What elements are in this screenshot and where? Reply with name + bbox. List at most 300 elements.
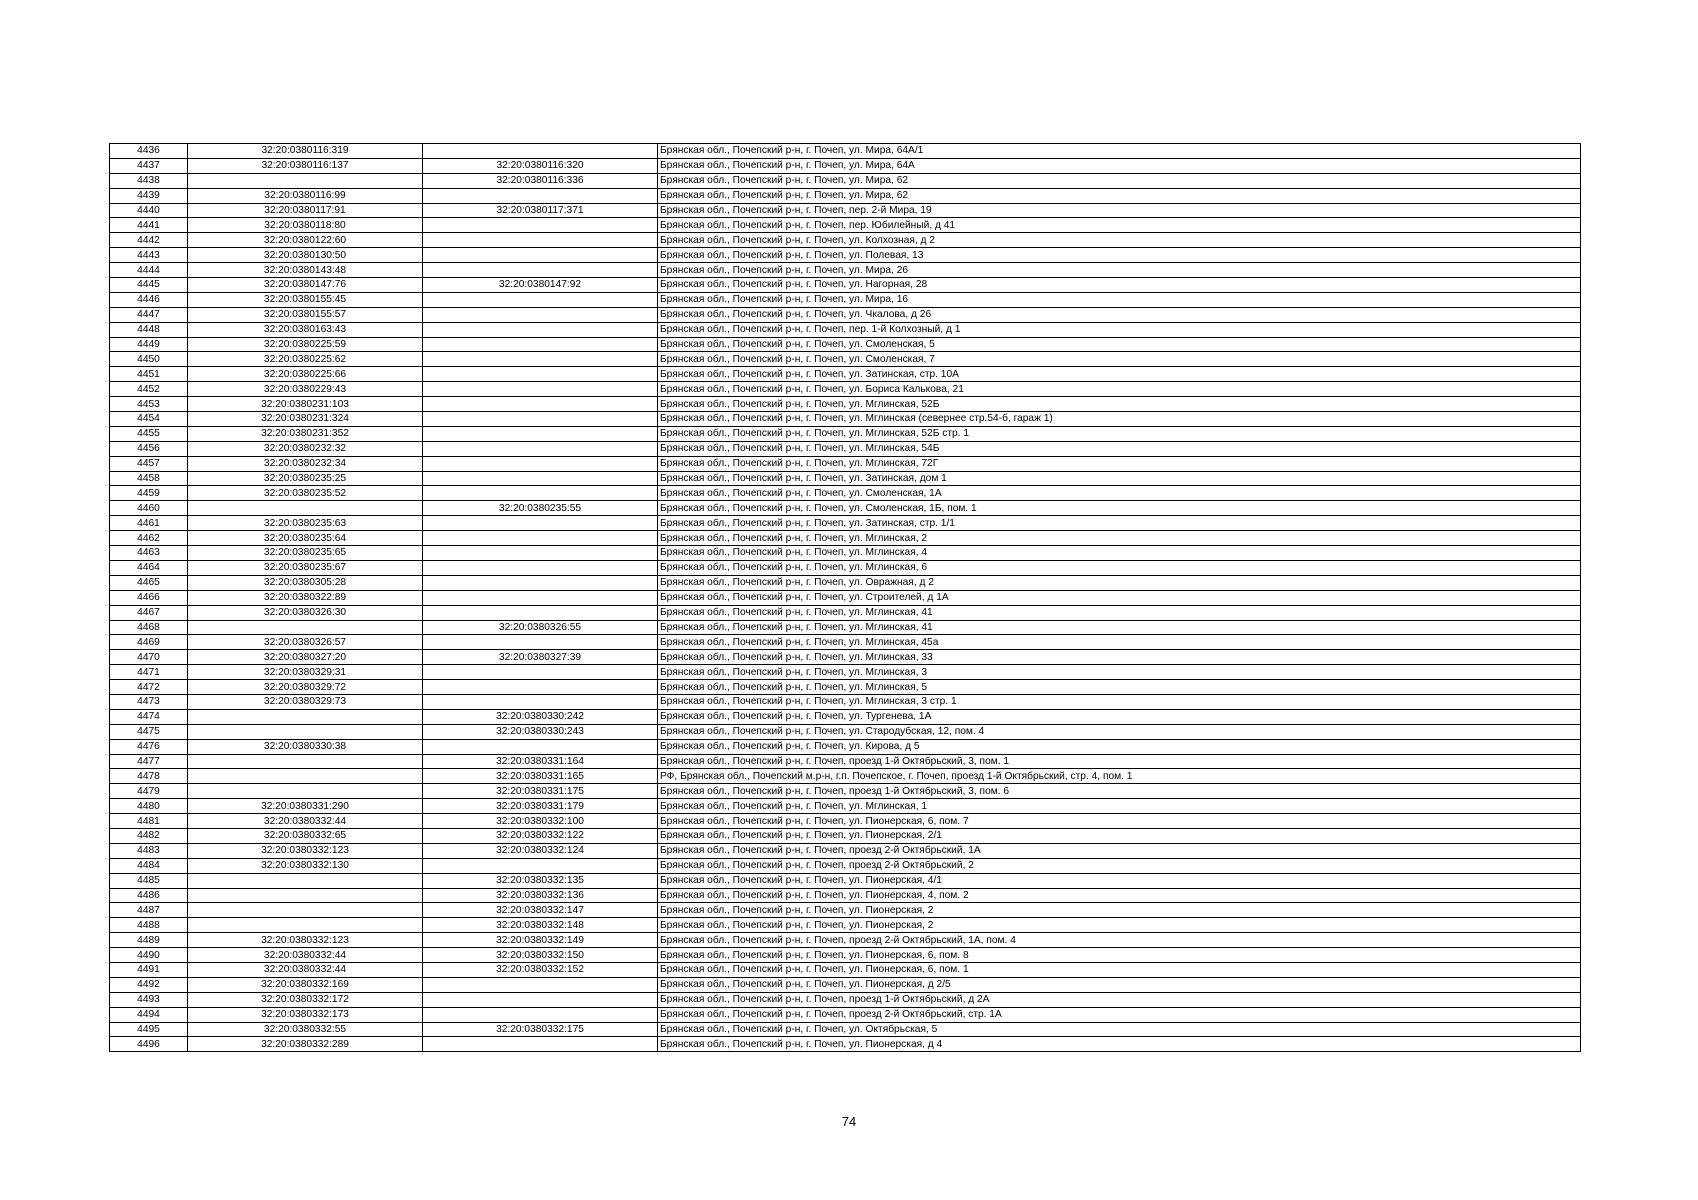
table-row [110,203,1581,218]
table-row [110,292,1581,307]
address-cell: Брянская обл., Почепский р-н, г. Почеп, пер. 1-й Колхозный, д 1 [658,322,1581,337]
page-number: 74 [841,1114,857,1129]
table-row [110,948,1581,963]
row-number-cell: 4472 [110,680,188,695]
address-cell: Брянская обл., Почепский р-н, г. Почеп, проезд 2-й Октябрьский, 2 [658,858,1581,873]
related-cadastral-number-cell [423,248,658,263]
cadastral-number-cell: 32:20:0380225:59 [188,337,423,352]
address-cell: Брянская обл., Почепский р-н, г. Почеп, ул. Пионерская, 4/1 [658,873,1581,888]
row-number-cell: 4469 [110,635,188,650]
address-cell: Брянская обл., Почепский р-н, г. Почеп, ул. Мглинская, 5 [658,680,1581,695]
address-cell: Брянская обл., Почепский р-н, г. Почеп, ул. Смоленская, 1Б, пом. 1 [658,501,1581,516]
related-cadastral-number-cell: 32:20:0380332:150 [423,948,658,963]
table-row [110,918,1581,933]
table-row [110,546,1581,561]
address-cell: Брянская обл., Почепский р-н, г. Почеп, ул. Полевая, 13 [658,248,1581,263]
address-cell: Брянская обл., Почепский р-н, г. Почеп, ул. Мглинская, 3 стр. 1 [658,694,1581,709]
related-cadastral-number-cell [423,1007,658,1022]
address-cell: Брянская обл., Почепский р-н, г. Почеп, ул. Мглинская, 54Б [658,441,1581,456]
table-row [110,977,1581,992]
related-cadastral-number-cell [423,441,658,456]
related-cadastral-number-cell [423,412,658,427]
address-cell: Брянская обл., Почепский р-н, г. Почеп, ул. Мира, 26 [658,263,1581,278]
cadastral-number-cell: 32:20:0380332:44 [188,948,423,963]
address-cell: Брянская обл., Почепский р-н, г. Почеп, ул. Кирова, д 5 [658,739,1581,754]
cadastral-number-cell: 32:20:0380225:66 [188,367,423,382]
table-row [110,516,1581,531]
row-number-cell: 4459 [110,486,188,501]
cadastral-number-cell: 32:20:0380322:89 [188,590,423,605]
table-row [110,784,1581,799]
related-cadastral-number-cell: 32:20:0380332:135 [423,873,658,888]
table-row [110,992,1581,1007]
address-cell: РФ, Брянская обл., Почепский м.р-н, г.п. Почепское, г. Почеп, проезд 1-й Октябрьский, стр. 4, пом. 1 [658,769,1581,784]
row-number-cell: 4464 [110,560,188,575]
cadastral-number-cell: 32:20:0380331:290 [188,799,423,814]
address-cell: Брянская обл., Почепский р-н, г. Почеп, ул. Пионерская, 6, пом. 1 [658,962,1581,977]
cadastral-number-cell [188,620,423,635]
row-number-cell: 4453 [110,397,188,412]
table-row [110,814,1581,829]
cadastral-number-cell: 32:20:0380231:103 [188,397,423,412]
address-cell: Брянская обл., Почепский р-н, г. Почеп, пер. 2-й Мира, 19 [658,203,1581,218]
related-cadastral-number-cell: 32:20:0380330:242 [423,709,658,724]
row-number-cell: 4494 [110,1007,188,1022]
related-cadastral-number-cell [423,426,658,441]
row-number-cell: 4483 [110,843,188,858]
address-cell: Брянская обл., Почепский р-н, г. Почеп, проезд 1-й Октябрьский, д 2А [658,992,1581,1007]
address-cell: Брянская обл., Почепский р-н, г. Почеп, ул. Пионерская, д 4 [658,1037,1581,1052]
row-number-cell: 4462 [110,531,188,546]
cadastral-number-cell [188,769,423,784]
related-cadastral-number-cell [423,590,658,605]
table-row [110,233,1581,248]
address-cell: Брянская обл., Почепский р-н, г. Почеп, ул. Пионерская, 2 [658,903,1581,918]
related-cadastral-number-cell [423,516,658,531]
address-cell: Брянская обл., Почепский р-н, г. Почеп, ул. Мглинская, 2 [658,531,1581,546]
table-row [110,426,1581,441]
cadastral-number-cell: 32:20:0380231:324 [188,412,423,427]
row-number-cell: 4461 [110,516,188,531]
cadastral-number-cell: 32:20:0380329:73 [188,694,423,709]
row-number-cell: 4454 [110,412,188,427]
table-row [110,263,1581,278]
table-row [110,739,1581,754]
related-cadastral-number-cell [423,382,658,397]
table-row [110,248,1581,263]
row-number-cell: 4465 [110,575,188,590]
related-cadastral-number-cell: 32:20:0380332:148 [423,918,658,933]
table-row [110,709,1581,724]
cadastral-number-cell: 32:20:0380235:67 [188,560,423,575]
row-number-cell: 4466 [110,590,188,605]
address-cell: Брянская обл., Почепский р-н, г. Почеп, ул. Тургенева, 1А [658,709,1581,724]
row-number-cell: 4490 [110,948,188,963]
registry-table [109,143,1581,1052]
cadastral-number-cell: 32:20:0380235:52 [188,486,423,501]
related-cadastral-number-cell: 32:20:0380117:371 [423,203,658,218]
row-number-cell: 4447 [110,307,188,322]
table-row [110,769,1581,784]
cadastral-number-cell: 32:20:0380326:57 [188,635,423,650]
table-row [110,605,1581,620]
row-number-cell: 4475 [110,724,188,739]
row-number-cell: 4436 [110,144,188,159]
cadastral-number-cell: 32:20:0380155:45 [188,292,423,307]
cadastral-number-cell: 32:20:0380332:44 [188,962,423,977]
table-row [110,531,1581,546]
related-cadastral-number-cell [423,218,658,233]
address-cell: Брянская обл., Почепский р-н, г. Почеп, ул. Колхозная, д 2 [658,233,1581,248]
related-cadastral-number-cell: 32:20:0380330:243 [423,724,658,739]
registry-table-body [110,144,1581,1052]
cadastral-number-cell [188,903,423,918]
row-number-cell: 4450 [110,352,188,367]
table-row [110,858,1581,873]
table-row [110,575,1581,590]
address-cell: Брянская обл., Почепский р-н, г. Почеп, ул. Пионерская, 2/1 [658,828,1581,843]
address-cell: Брянская обл., Почепский р-н, г. Почеп, ул. Смоленская, 7 [658,352,1581,367]
address-cell: Брянская обл., Почепский р-н, г. Почеп, ул. Пионерская, 6, пом. 8 [658,948,1581,963]
table-row [110,173,1581,188]
row-number-cell: 4477 [110,754,188,769]
table-row [110,1022,1581,1037]
row-number-cell: 4473 [110,694,188,709]
cadastral-number-cell: 32:20:0380130:50 [188,248,423,263]
row-number-cell: 4457 [110,456,188,471]
cadastral-number-cell: 32:20:0380329:31 [188,665,423,680]
table-row [110,590,1581,605]
cadastral-number-cell: 32:20:0380143:48 [188,263,423,278]
row-number-cell: 4452 [110,382,188,397]
related-cadastral-number-cell: 32:20:0380331:165 [423,769,658,784]
address-cell: Брянская обл., Почепский р-н, г. Почеп, ул. Затинская, стр. 10А [658,367,1581,382]
cadastral-number-cell: 32:20:0380235:64 [188,531,423,546]
address-cell: Брянская обл., Почепский р-н, г. Почеп, проезд 2-й Октябрьский, стр. 1А [658,1007,1581,1022]
row-number-cell: 4487 [110,903,188,918]
table-row [110,397,1581,412]
table-row [110,367,1581,382]
table-row [110,158,1581,173]
table-row [110,412,1581,427]
cadastral-number-cell: 32:20:0380332:289 [188,1037,423,1052]
row-number-cell: 4455 [110,426,188,441]
address-cell: Брянская обл., Почепский р-н, г. Почеп, ул. Овражная, д 2 [658,575,1581,590]
related-cadastral-number-cell [423,858,658,873]
row-number-cell: 4484 [110,858,188,873]
related-cadastral-number-cell [423,546,658,561]
related-cadastral-number-cell [423,188,658,203]
row-number-cell: 4446 [110,292,188,307]
cadastral-number-cell: 32:20:0380116:137 [188,158,423,173]
address-cell: Брянская обл., Почепский р-н, г. Почеп, ул. Мира, 64А [658,158,1581,173]
address-cell: Брянская обл., Почепский р-н, г. Почеп, ул. Мглинская, 45а [658,635,1581,650]
row-number-cell: 4495 [110,1022,188,1037]
related-cadastral-number-cell: 32:20:0380326:55 [423,620,658,635]
row-number-cell: 4491 [110,962,188,977]
table-row [110,962,1581,977]
row-number-cell: 4445 [110,278,188,293]
row-number-cell: 4442 [110,233,188,248]
cadastral-number-cell: 32:20:0380327:20 [188,650,423,665]
row-number-cell: 4485 [110,873,188,888]
row-number-cell: 4481 [110,814,188,829]
related-cadastral-number-cell [423,144,658,159]
row-number-cell: 4443 [110,248,188,263]
cadastral-number-cell [188,724,423,739]
cadastral-number-cell: 32:20:0380332:172 [188,992,423,1007]
row-number-cell: 4458 [110,471,188,486]
address-cell: Брянская обл., Почепский р-н, г. Почеп, ул. Чкалова, д 26 [658,307,1581,322]
related-cadastral-number-cell [423,992,658,1007]
table-row [110,382,1581,397]
row-number-cell: 4488 [110,918,188,933]
related-cadastral-number-cell: 32:20:0380331:164 [423,754,658,769]
cadastral-number-cell: 32:20:0380332:123 [188,843,423,858]
cadastral-number-cell: 32:20:0380332:130 [188,858,423,873]
address-cell: Брянская обл., Почепский р-н, г. Почеп, ул. Смоленская, 5 [658,337,1581,352]
address-cell: Брянская обл., Почепский р-н, г. Почеп, ул. Мглинская, 3 [658,665,1581,680]
table-row [110,754,1581,769]
row-number-cell: 4470 [110,650,188,665]
table-row [110,188,1581,203]
address-cell: Брянская обл., Почепский р-н, г. Почеп, ул. Мглинская, 41 [658,605,1581,620]
row-number-cell: 4471 [110,665,188,680]
cadastral-number-cell: 32:20:0380332:65 [188,828,423,843]
cadastral-number-cell: 32:20:0380147:76 [188,278,423,293]
row-number-cell: 4496 [110,1037,188,1052]
row-number-cell: 4444 [110,263,188,278]
row-number-cell: 4437 [110,158,188,173]
address-cell: Брянская обл., Почепский р-н, г. Почеп, проезд 2-й Октябрьский, 1А, пом. 4 [658,933,1581,948]
row-number-cell: 4449 [110,337,188,352]
related-cadastral-number-cell [423,665,658,680]
address-cell: Брянская обл., Почепский р-н, г. Почеп, проезд 1-й Октябрьский, 3, пом. 6 [658,784,1581,799]
related-cadastral-number-cell: 32:20:0380332:152 [423,962,658,977]
cadastral-number-cell: 32:20:0380155:57 [188,307,423,322]
cadastral-number-cell [188,501,423,516]
related-cadastral-number-cell [423,367,658,382]
table-row [110,352,1581,367]
cadastral-number-cell: 32:20:0380163:43 [188,322,423,337]
row-number-cell: 4474 [110,709,188,724]
related-cadastral-number-cell [423,694,658,709]
row-number-cell: 4448 [110,322,188,337]
cadastral-number-cell [188,709,423,724]
related-cadastral-number-cell: 32:20:0380147:92 [423,278,658,293]
address-cell: Брянская обл., Почепский р-н, г. Почеп, ул. Строителей, д 1А [658,590,1581,605]
related-cadastral-number-cell [423,397,658,412]
related-cadastral-number-cell [423,1037,658,1052]
related-cadastral-number-cell: 32:20:0380332:124 [423,843,658,858]
related-cadastral-number-cell [423,292,658,307]
cadastral-number-cell: 32:20:0380330:38 [188,739,423,754]
cadastral-number-cell: 32:20:0380232:34 [188,456,423,471]
related-cadastral-number-cell [423,322,658,337]
cadastral-number-cell: 32:20:0380116:319 [188,144,423,159]
related-cadastral-number-cell [423,575,658,590]
related-cadastral-number-cell [423,307,658,322]
table-row [110,278,1581,293]
address-cell: Брянская обл., Почепский р-н, г. Почеп, ул. Пионерская, 2 [658,918,1581,933]
related-cadastral-number-cell [423,471,658,486]
table-row [110,694,1581,709]
row-number-cell: 4480 [110,799,188,814]
related-cadastral-number-cell [423,680,658,695]
table-row [110,873,1581,888]
table-row [110,471,1581,486]
row-number-cell: 4479 [110,784,188,799]
table-row [110,456,1581,471]
table-row [110,799,1581,814]
table-row [110,307,1581,322]
address-cell: Брянская обл., Почепский р-н, г. Почеп, ул. Смоленская, 1А [658,486,1581,501]
related-cadastral-number-cell [423,352,658,367]
table-row [110,337,1581,352]
table-row [110,322,1581,337]
address-cell: Брянская обл., Почепский р-н, г. Почеп, ул. Мира, 62 [658,173,1581,188]
address-cell: Брянская обл., Почепский р-н, г. Почеп, ул. Мира, 62 [658,188,1581,203]
related-cadastral-number-cell: 32:20:0380235:55 [423,501,658,516]
cadastral-number-cell [188,784,423,799]
cadastral-number-cell: 32:20:0380332:55 [188,1022,423,1037]
cadastral-number-cell: 32:20:0380332:44 [188,814,423,829]
cadastral-number-cell [188,873,423,888]
address-cell: Брянская обл., Почепский р-н, г. Почеп, ул. Мглинская, 33 [658,650,1581,665]
address-cell: Брянская обл., Почепский р-н, г. Почеп, ул. Мглинская, 41 [658,620,1581,635]
table-row [110,441,1581,456]
address-cell: Брянская обл., Почепский р-н, г. Почеп, ул. Стародубская, 12, пом. 4 [658,724,1581,739]
table-row [110,1007,1581,1022]
table-row [110,724,1581,739]
cadastral-number-cell [188,754,423,769]
table-row [110,888,1581,903]
cadastral-number-cell: 32:20:0380305:28 [188,575,423,590]
related-cadastral-number-cell: 32:20:0380332:149 [423,933,658,948]
table-row [110,843,1581,858]
address-cell: Брянская обл., Почепский р-н, г. Почеп, ул. Мглинская (севернее стр.54-б, гараж 1) [658,412,1581,427]
related-cadastral-number-cell: 32:20:0380332:147 [423,903,658,918]
cadastral-number-cell: 32:20:0380117:91 [188,203,423,218]
address-cell: Брянская обл., Почепский р-н, г. Почеп, ул. Мглинская, 6 [658,560,1581,575]
cadastral-number-cell: 32:20:0380332:169 [188,977,423,992]
related-cadastral-number-cell: 32:20:0380332:175 [423,1022,658,1037]
table-row [110,620,1581,635]
row-number-cell: 4467 [110,605,188,620]
table-row [110,560,1581,575]
row-number-cell: 4492 [110,977,188,992]
cadastral-number-cell: 32:20:0380118:80 [188,218,423,233]
cadastral-number-cell: 32:20:0380122:60 [188,233,423,248]
row-number-cell: 4486 [110,888,188,903]
related-cadastral-number-cell [423,635,658,650]
table-row [110,144,1581,159]
related-cadastral-number-cell: 32:20:0380116:336 [423,173,658,188]
address-cell: Брянская обл., Почепский р-н, г. Почеп, ул. Мира, 64А/1 [658,144,1581,159]
table-row [110,665,1581,680]
cadastral-number-cell: 32:20:0380235:63 [188,516,423,531]
address-cell: Брянская обл., Почепский р-н, г. Почеп, ул. Пионерская, 4, пом. 2 [658,888,1581,903]
row-number-cell: 4456 [110,441,188,456]
table-row [110,828,1581,843]
related-cadastral-number-cell: 32:20:0380331:175 [423,784,658,799]
related-cadastral-number-cell: 32:20:0380116:320 [423,158,658,173]
address-cell: Брянская обл., Почепский р-н, г. Почеп, ул. Пионерская, 6, пом. 7 [658,814,1581,829]
table-row [110,1037,1581,1052]
address-cell: Брянская обл., Почепский р-н, г. Почеп, ул. Бориса Калькова, 21 [658,382,1581,397]
cadastral-number-cell [188,888,423,903]
row-number-cell: 4476 [110,739,188,754]
address-cell: Брянская обл., Почепский р-н, г. Почеп, ул. Пионерская, д 2/5 [658,977,1581,992]
related-cadastral-number-cell [423,739,658,754]
address-cell: Брянская обл., Почепский р-н, г. Почеп, ул. Мглинская, 72Г [658,456,1581,471]
related-cadastral-number-cell [423,977,658,992]
address-cell: Брянская обл., Почепский р-н, г. Почеп, пер. Юбилейный, д 41 [658,218,1581,233]
related-cadastral-number-cell [423,560,658,575]
cadastral-number-cell: 32:20:0380235:65 [188,546,423,561]
address-cell: Брянская обл., Почепский р-н, г. Почеп, ул. Затинская, стр. 1/1 [658,516,1581,531]
cadastral-number-cell: 32:20:0380229:43 [188,382,423,397]
address-cell: Брянская обл., Почепский р-н, г. Почеп, ул. Нагорная, 28 [658,278,1581,293]
row-number-cell: 4460 [110,501,188,516]
cadastral-number-cell: 32:20:0380116:99 [188,188,423,203]
row-number-cell: 4440 [110,203,188,218]
address-cell: Брянская обл., Почепский р-н, г. Почеп, проезд 1-й Октябрьский, 3, пом. 1 [658,754,1581,769]
table-row [110,933,1581,948]
table-row [110,903,1581,918]
address-cell: Брянская обл., Почепский р-н, г. Почеп, ул. Мира, 16 [658,292,1581,307]
address-cell: Брянская обл., Почепский р-н, г. Почеп, ул. Мглинская, 52Б стр. 1 [658,426,1581,441]
row-number-cell: 4463 [110,546,188,561]
cadastral-number-cell: 32:20:0380329:72 [188,680,423,695]
related-cadastral-number-cell: 32:20:0380327:39 [423,650,658,665]
address-cell: Брянская обл., Почепский р-н, г. Почеп, ул. Мглинская, 52Б [658,397,1581,412]
related-cadastral-number-cell: 32:20:0380332:122 [423,828,658,843]
table-row [110,486,1581,501]
table-row [110,218,1581,233]
cadastral-number-cell: 32:20:0380231:352 [188,426,423,441]
related-cadastral-number-cell [423,605,658,620]
cadastral-number-cell: 32:20:0380332:173 [188,1007,423,1022]
related-cadastral-number-cell [423,263,658,278]
address-cell: Брянская обл., Почепский р-н, г. Почеп, ул. Затинская, дом 1 [658,471,1581,486]
address-cell: Брянская обл., Почепский р-н, г. Почеп, ул. Мглинская, 4 [658,546,1581,561]
cadastral-number-cell: 32:20:0380332:123 [188,933,423,948]
address-cell: Брянская обл., Почепский р-н, г. Почеп, проезд 2-й Октябрьский, 1А [658,843,1581,858]
cadastral-number-cell: 32:20:0380235:25 [188,471,423,486]
related-cadastral-number-cell [423,486,658,501]
row-number-cell: 4482 [110,828,188,843]
related-cadastral-number-cell [423,531,658,546]
row-number-cell: 4439 [110,188,188,203]
cadastral-number-cell [188,173,423,188]
cadastral-number-cell: 32:20:0380326:30 [188,605,423,620]
cadastral-number-cell: 32:20:0380232:32 [188,441,423,456]
related-cadastral-number-cell: 32:20:0380332:100 [423,814,658,829]
table-row [110,635,1581,650]
cadastral-number-cell: 32:20:0380225:62 [188,352,423,367]
row-number-cell: 4478 [110,769,188,784]
address-cell: Брянская обл., Почепский р-н, г. Почеп, ул. Мглинская, 1 [658,799,1581,814]
row-number-cell: 4468 [110,620,188,635]
row-number-cell: 4493 [110,992,188,1007]
row-number-cell: 4451 [110,367,188,382]
address-cell: Брянская обл., Почепский р-н, г. Почеп, ул. Октябрьская, 5 [658,1022,1581,1037]
row-number-cell: 4489 [110,933,188,948]
related-cadastral-number-cell: 32:20:0380331:179 [423,799,658,814]
related-cadastral-number-cell [423,337,658,352]
row-number-cell: 4441 [110,218,188,233]
